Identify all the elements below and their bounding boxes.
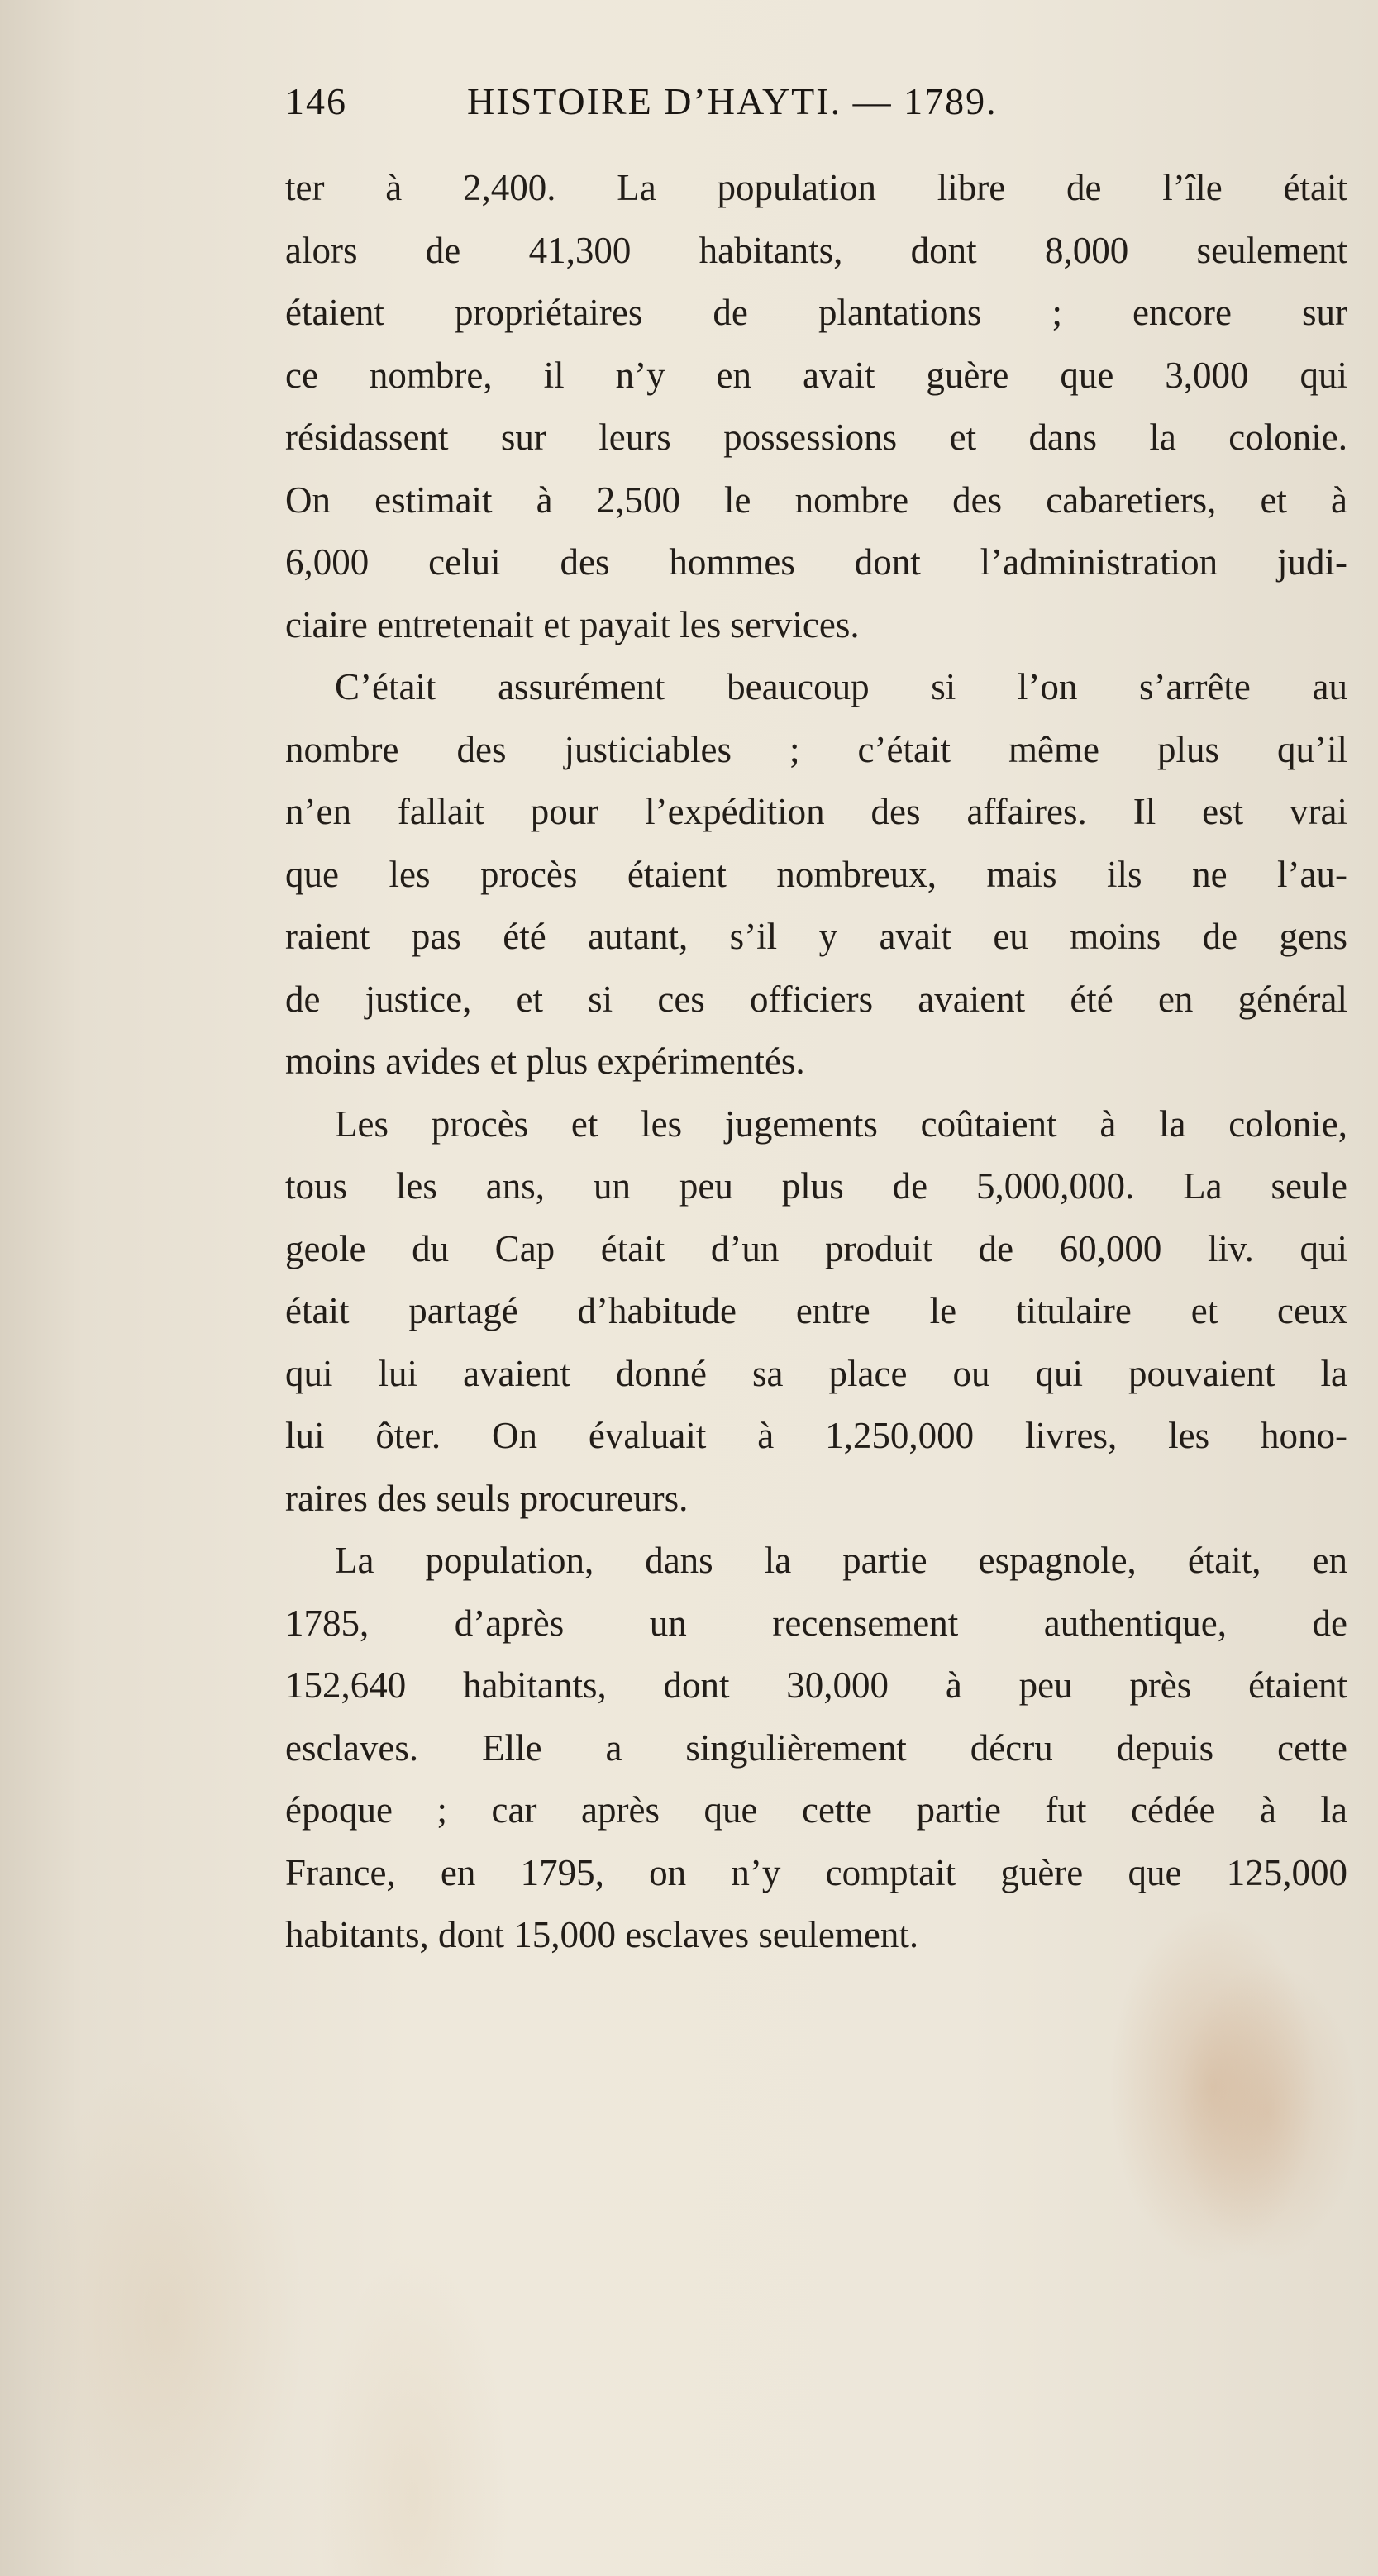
text-line: ter à 2,400. La population libre de l’île était — [285, 167, 1347, 208]
text-line: étaient propriétaires de plantations ; encore sur — [285, 292, 1347, 333]
text-line: n’en fallait pour l’expédition des affaires. Il est vrai — [285, 791, 1347, 832]
text-line: raient pas été autant, s’il y avait eu moins de gens — [285, 916, 1347, 957]
text-line: alors de 41,300 habitants, dont 8,000 seulement — [285, 229, 1347, 271]
body-text — [285, 157, 1347, 1967]
paragraph-3 — [285, 1093, 1347, 1531]
text-line: nombre des justiciables ; c’était même plus qu’il — [285, 728, 1347, 770]
page-number: 146 — [285, 80, 347, 122]
text-line: ciaire entretenait et payait les services. — [285, 603, 860, 645]
text-line: 1785, d’après un recensement authentique, de — [285, 1602, 1347, 1644]
text-line: raires des seuls procureurs. — [285, 1477, 689, 1519]
text-line: C’était assurément beaucoup si l’on s’arrête au — [335, 666, 1347, 707]
running-head — [285, 79, 1170, 129]
running-title: HISTOIRE D’HAYTI. — 1789. — [467, 80, 998, 122]
text-line: France, en 1795, on n’y comptait guère que 125,000 — [285, 1851, 1347, 1893]
text-line: 6,000 celui des hommes dont l’administration judi- — [285, 541, 1347, 583]
text-line: tous les ans, un peu plus de 5,000,000. La seule — [285, 1165, 1347, 1207]
text-line: moins avides et plus expérimentés. — [285, 1040, 805, 1082]
text-line: Les procès et les jugements coûtaient à la colonie, — [335, 1102, 1347, 1145]
text-line: esclaves. Elle a singulièrement décru depuis cette — [285, 1726, 1347, 1769]
text-line: lui ôter. On évaluait à 1,250,000 livres, les hono- — [285, 1415, 1347, 1456]
text-line: La population, dans la partie espagnole, était, en — [335, 1540, 1347, 1581]
text-line: 152,640 habitants, dont 30,000 à peu près étaient — [285, 1664, 1347, 1706]
text-line: ce nombre, il n’y en avait guère que 3,000 qui — [285, 354, 1347, 396]
paragraph-1 — [285, 157, 1347, 656]
paragraph-4 — [285, 1530, 1347, 1967]
text-line: qui lui avaient donné sa place ou qui pouvaient la — [285, 1352, 1347, 1394]
text-line: geole du Cap était d’un produit de 60,000 liv. qui — [285, 1227, 1347, 1269]
text-line: habitants, dont 15,000 esclaves seulement. — [285, 1914, 919, 1955]
text-line: On estimait à 2,500 le nombre des cabaretiers, et à — [285, 479, 1347, 521]
text-line: était partagé d’habitude entre le titulaire et ceux — [285, 1290, 1347, 1331]
text-line: époque ; car après que cette partie fut cédée à la — [285, 1789, 1347, 1831]
text-line: de justice, et si ces officiers avaient été en général — [285, 978, 1347, 1020]
text-line: que les procès étaient nombreux, mais ils ne l’au- — [285, 853, 1347, 895]
text-line: résidassent sur leurs possessions et dans la colonie. — [285, 417, 1347, 458]
paragraph-2 — [285, 656, 1347, 1093]
